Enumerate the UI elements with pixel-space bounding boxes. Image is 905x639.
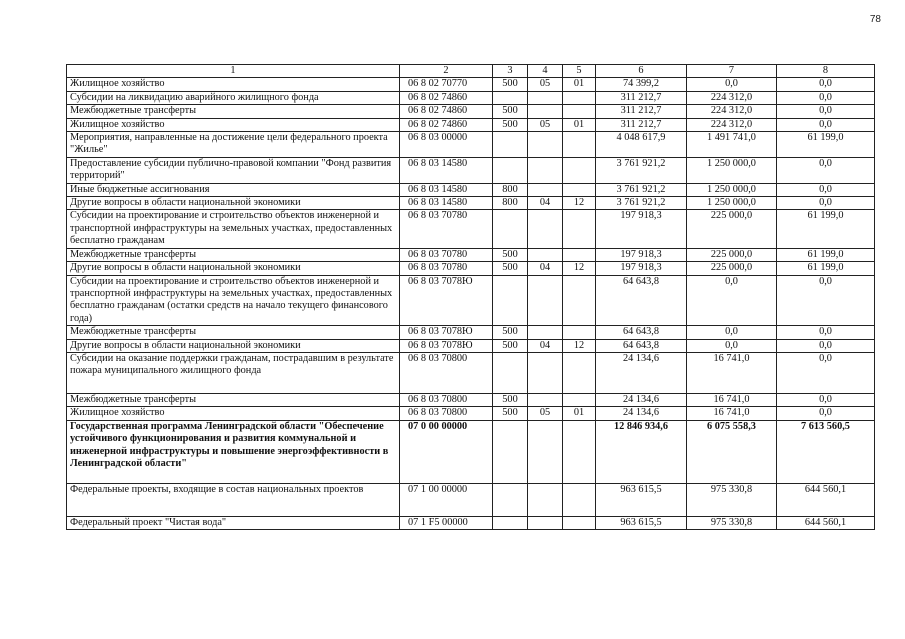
value-cell-2025: 0,0 bbox=[687, 275, 777, 326]
rz-cell: 05 bbox=[528, 118, 563, 131]
rz-cell bbox=[528, 91, 563, 104]
code-cell: 07 1 F5 00000 bbox=[400, 516, 493, 529]
vr-cell bbox=[493, 275, 528, 326]
value-cell-2026: 61 199,0 bbox=[777, 210, 875, 248]
value-cell-2026: 0,0 bbox=[777, 352, 875, 393]
value-cell-2024: 963 615,5 bbox=[596, 483, 687, 516]
header-row bbox=[67, 65, 875, 78]
value-cell-2025: 16 741,0 bbox=[687, 352, 777, 393]
value-cell-2026: 0,0 bbox=[777, 91, 875, 104]
pr-cell bbox=[563, 91, 596, 104]
value-cell-2024: 311 212,7 bbox=[596, 118, 687, 131]
budget-table bbox=[66, 64, 875, 530]
table-row bbox=[67, 78, 875, 91]
name-cell: Межбюджетные трансферты bbox=[67, 393, 400, 406]
code-cell: 06 8 03 14580 bbox=[400, 183, 493, 196]
value-cell-2024: 64 643,8 bbox=[596, 275, 687, 326]
code-cell: 06 8 03 7078Ю bbox=[400, 339, 493, 352]
rz-cell bbox=[528, 248, 563, 261]
pr-cell: 12 bbox=[563, 339, 596, 352]
name-cell: Федеральные проекты, входящие в состав национальных проектов bbox=[67, 483, 400, 516]
rz-cell: 05 bbox=[528, 78, 563, 91]
header-cell: 4 bbox=[528, 65, 563, 78]
vr-cell bbox=[493, 483, 528, 516]
pr-cell bbox=[563, 210, 596, 248]
vr-cell bbox=[493, 352, 528, 393]
value-cell-2024: 24 134,6 bbox=[596, 407, 687, 420]
value-cell-2025: 975 330,8 bbox=[687, 483, 777, 516]
value-cell-2025: 0,0 bbox=[687, 78, 777, 91]
value-cell-2025: 224 312,0 bbox=[687, 105, 777, 118]
value-cell-2025: 1 250 000,0 bbox=[687, 157, 777, 183]
value-cell-2026: 61 199,0 bbox=[777, 262, 875, 275]
table-row bbox=[67, 118, 875, 131]
value-cell-2024: 64 643,8 bbox=[596, 339, 687, 352]
rz-cell: 04 bbox=[528, 262, 563, 275]
code-cell: 06 8 03 7078Ю bbox=[400, 326, 493, 339]
rz-cell bbox=[528, 483, 563, 516]
pr-cell bbox=[563, 248, 596, 261]
pr-cell: 01 bbox=[563, 118, 596, 131]
value-cell-2026: 644 560,1 bbox=[777, 516, 875, 529]
name-cell: Жилищное хозяйство bbox=[67, 118, 400, 131]
value-cell-2026: 644 560,1 bbox=[777, 483, 875, 516]
table-row bbox=[67, 262, 875, 275]
name-cell: Межбюджетные трансферты bbox=[67, 248, 400, 261]
value-cell-2025: 224 312,0 bbox=[687, 91, 777, 104]
vr-cell: 800 bbox=[493, 183, 528, 196]
rz-cell bbox=[528, 210, 563, 248]
pr-cell bbox=[563, 326, 596, 339]
vr-cell bbox=[493, 516, 528, 529]
value-cell-2025: 975 330,8 bbox=[687, 516, 777, 529]
pr-cell bbox=[563, 352, 596, 393]
table-row bbox=[67, 91, 875, 104]
rz-cell: 04 bbox=[528, 339, 563, 352]
value-cell-2025: 225 000,0 bbox=[687, 210, 777, 248]
value-cell-2024: 963 615,5 bbox=[596, 516, 687, 529]
pr-cell bbox=[563, 393, 596, 406]
name-cell: Государственная программа Ленинградской области "Обеспечение устойчивого функционирования и развития коммунальной и инженерной инфраструктуры и повышение энергоэффективности в Ленинградской области" bbox=[67, 420, 400, 483]
value-cell-2025: 0,0 bbox=[687, 339, 777, 352]
code-cell: 06 8 02 74860 bbox=[400, 105, 493, 118]
name-cell: Другие вопросы в области национальной экономики bbox=[67, 339, 400, 352]
code-cell: 06 8 03 70800 bbox=[400, 407, 493, 420]
name-cell: Межбюджетные трансферты bbox=[67, 105, 400, 118]
pr-cell bbox=[563, 157, 596, 183]
table-header bbox=[67, 65, 875, 78]
rz-cell bbox=[528, 420, 563, 483]
name-cell: Мероприятия, направленные на достижение цели федерального проекта "Жилье" bbox=[67, 132, 400, 158]
pr-cell bbox=[563, 132, 596, 158]
value-cell-2024: 3 761 921,2 bbox=[596, 197, 687, 210]
value-cell-2025: 1 250 000,0 bbox=[687, 197, 777, 210]
value-cell-2024: 197 918,3 bbox=[596, 210, 687, 248]
value-cell-2025: 225 000,0 bbox=[687, 262, 777, 275]
name-cell: Иные бюджетные ассигнования bbox=[67, 183, 400, 196]
table-row bbox=[67, 420, 875, 483]
vr-cell bbox=[493, 157, 528, 183]
pr-cell: 01 bbox=[563, 78, 596, 91]
value-cell-2025: 0,0 bbox=[687, 326, 777, 339]
name-cell: Другие вопросы в области национальной экономики bbox=[67, 262, 400, 275]
value-cell-2026: 0,0 bbox=[777, 78, 875, 91]
pr-cell bbox=[563, 105, 596, 118]
value-cell-2026: 0,0 bbox=[777, 118, 875, 131]
table-row bbox=[67, 407, 875, 420]
header-cell: 5 bbox=[563, 65, 596, 78]
code-cell: 06 8 03 7078Ю bbox=[400, 275, 493, 326]
value-cell-2024: 197 918,3 bbox=[596, 262, 687, 275]
code-cell: 07 0 00 00000 bbox=[400, 420, 493, 483]
value-cell-2026: 61 199,0 bbox=[777, 248, 875, 261]
vr-cell: 500 bbox=[493, 78, 528, 91]
code-cell: 06 8 03 14580 bbox=[400, 197, 493, 210]
rz-cell: 05 bbox=[528, 407, 563, 420]
name-cell: Жилищное хозяйство bbox=[67, 78, 400, 91]
rz-cell bbox=[528, 157, 563, 183]
value-cell-2024: 4 048 617,9 bbox=[596, 132, 687, 158]
header-cell: 2 bbox=[400, 65, 493, 78]
vr-cell: 500 bbox=[493, 326, 528, 339]
vr-cell: 800 bbox=[493, 197, 528, 210]
code-cell: 06 8 03 70800 bbox=[400, 393, 493, 406]
header-cell: 8 bbox=[777, 65, 875, 78]
name-cell: Федеральный проект "Чистая вода" bbox=[67, 516, 400, 529]
pr-cell bbox=[563, 183, 596, 196]
value-cell-2026: 61 199,0 bbox=[777, 132, 875, 158]
code-cell: 06 8 03 70780 bbox=[400, 210, 493, 248]
code-cell: 07 1 00 00000 bbox=[400, 483, 493, 516]
name-cell: Межбюджетные трансферты bbox=[67, 326, 400, 339]
page-number: 78 bbox=[869, 14, 881, 25]
table-row bbox=[67, 210, 875, 248]
vr-cell: 500 bbox=[493, 105, 528, 118]
rz-cell bbox=[528, 105, 563, 118]
code-cell: 06 8 03 70800 bbox=[400, 352, 493, 393]
vr-cell bbox=[493, 210, 528, 248]
value-cell-2025: 1 491 741,0 bbox=[687, 132, 777, 158]
name-cell: Предоставление субсидии публично-правовой компании "Фонд развития территорий" bbox=[67, 157, 400, 183]
value-cell-2026: 0,0 bbox=[777, 393, 875, 406]
table-row bbox=[67, 352, 875, 393]
value-cell-2026: 0,0 bbox=[777, 339, 875, 352]
value-cell-2024: 64 643,8 bbox=[596, 326, 687, 339]
vr-cell: 500 bbox=[493, 262, 528, 275]
value-cell-2025: 6 075 558,3 bbox=[687, 420, 777, 483]
rz-cell: 04 bbox=[528, 197, 563, 210]
name-cell: Другие вопросы в области национальной экономики bbox=[67, 197, 400, 210]
pr-cell bbox=[563, 516, 596, 529]
table-body bbox=[67, 78, 875, 530]
table-row bbox=[67, 197, 875, 210]
value-cell-2026: 0,0 bbox=[777, 275, 875, 326]
vr-cell: 500 bbox=[493, 118, 528, 131]
pr-cell: 12 bbox=[563, 262, 596, 275]
rz-cell bbox=[528, 393, 563, 406]
code-cell: 06 8 03 70780 bbox=[400, 248, 493, 261]
table-row bbox=[67, 157, 875, 183]
header-cell: 6 bbox=[596, 65, 687, 78]
header-cell: 7 bbox=[687, 65, 777, 78]
rz-cell bbox=[528, 183, 563, 196]
header-cell: 1 bbox=[67, 65, 400, 78]
code-cell: 06 8 03 70780 bbox=[400, 262, 493, 275]
pr-cell: 12 bbox=[563, 197, 596, 210]
value-cell-2024: 3 761 921,2 bbox=[596, 183, 687, 196]
rz-cell bbox=[528, 352, 563, 393]
name-cell: Субсидии на проектирование и строительство объектов инженерной и транспортной инфраструктуры на земельных участках, предоставленных бесплатно гражданам (остатки средств на начало текущего финансового года) bbox=[67, 275, 400, 326]
table-row bbox=[67, 339, 875, 352]
vr-cell: 500 bbox=[493, 407, 528, 420]
name-cell: Жилищное хозяйство bbox=[67, 407, 400, 420]
value-cell-2026: 0,0 bbox=[777, 326, 875, 339]
vr-cell bbox=[493, 420, 528, 483]
value-cell-2024: 3 761 921,2 bbox=[596, 157, 687, 183]
vr-cell: 500 bbox=[493, 393, 528, 406]
rz-cell bbox=[528, 275, 563, 326]
pr-cell bbox=[563, 275, 596, 326]
name-cell: Субсидии на оказание поддержки гражданам, пострадавшим в результате пожара муниципального жилищного фонда bbox=[67, 352, 400, 393]
value-cell-2025: 16 741,0 bbox=[687, 393, 777, 406]
pr-cell: 01 bbox=[563, 407, 596, 420]
value-cell-2024: 12 846 934,6 bbox=[596, 420, 687, 483]
value-cell-2024: 311 212,7 bbox=[596, 105, 687, 118]
table-row bbox=[67, 248, 875, 261]
value-cell-2025: 1 250 000,0 bbox=[687, 183, 777, 196]
table-row bbox=[67, 326, 875, 339]
name-cell: Субсидии на проектирование и строительство объектов инженерной и транспортной инфраструктуры на земельных участках, предоставленных бесплатно гражданам bbox=[67, 210, 400, 248]
table-row bbox=[67, 393, 875, 406]
rz-cell bbox=[528, 326, 563, 339]
code-cell: 06 8 02 74860 bbox=[400, 118, 493, 131]
table-row bbox=[67, 275, 875, 326]
value-cell-2025: 224 312,0 bbox=[687, 118, 777, 131]
vr-cell: 500 bbox=[493, 339, 528, 352]
value-cell-2026: 7 613 560,5 bbox=[777, 420, 875, 483]
pr-cell bbox=[563, 420, 596, 483]
vr-cell bbox=[493, 91, 528, 104]
name-cell: Субсидии на ликвидацию аварийного жилищного фонда bbox=[67, 91, 400, 104]
table-row bbox=[67, 183, 875, 196]
value-cell-2025: 16 741,0 bbox=[687, 407, 777, 420]
value-cell-2024: 311 212,7 bbox=[596, 91, 687, 104]
value-cell-2026: 0,0 bbox=[777, 407, 875, 420]
table-row bbox=[67, 132, 875, 158]
vr-cell: 500 bbox=[493, 248, 528, 261]
code-cell: 06 8 03 14580 bbox=[400, 157, 493, 183]
code-cell: 06 8 02 74860 bbox=[400, 91, 493, 104]
code-cell: 06 8 03 00000 bbox=[400, 132, 493, 158]
table-row bbox=[67, 516, 875, 529]
header-cell: 3 bbox=[493, 65, 528, 78]
value-cell-2025: 225 000,0 bbox=[687, 248, 777, 261]
vr-cell bbox=[493, 132, 528, 158]
value-cell-2024: 24 134,6 bbox=[596, 393, 687, 406]
value-cell-2024: 74 399,2 bbox=[596, 78, 687, 91]
table-row bbox=[67, 105, 875, 118]
rz-cell bbox=[528, 516, 563, 529]
pr-cell bbox=[563, 483, 596, 516]
value-cell-2026: 0,0 bbox=[777, 105, 875, 118]
rz-cell bbox=[528, 132, 563, 158]
table-row bbox=[67, 483, 875, 516]
value-cell-2024: 24 134,6 bbox=[596, 352, 687, 393]
value-cell-2026: 0,0 bbox=[777, 157, 875, 183]
value-cell-2026: 0,0 bbox=[777, 197, 875, 210]
value-cell-2026: 0,0 bbox=[777, 183, 875, 196]
code-cell: 06 8 02 70770 bbox=[400, 78, 493, 91]
value-cell-2024: 197 918,3 bbox=[596, 248, 687, 261]
